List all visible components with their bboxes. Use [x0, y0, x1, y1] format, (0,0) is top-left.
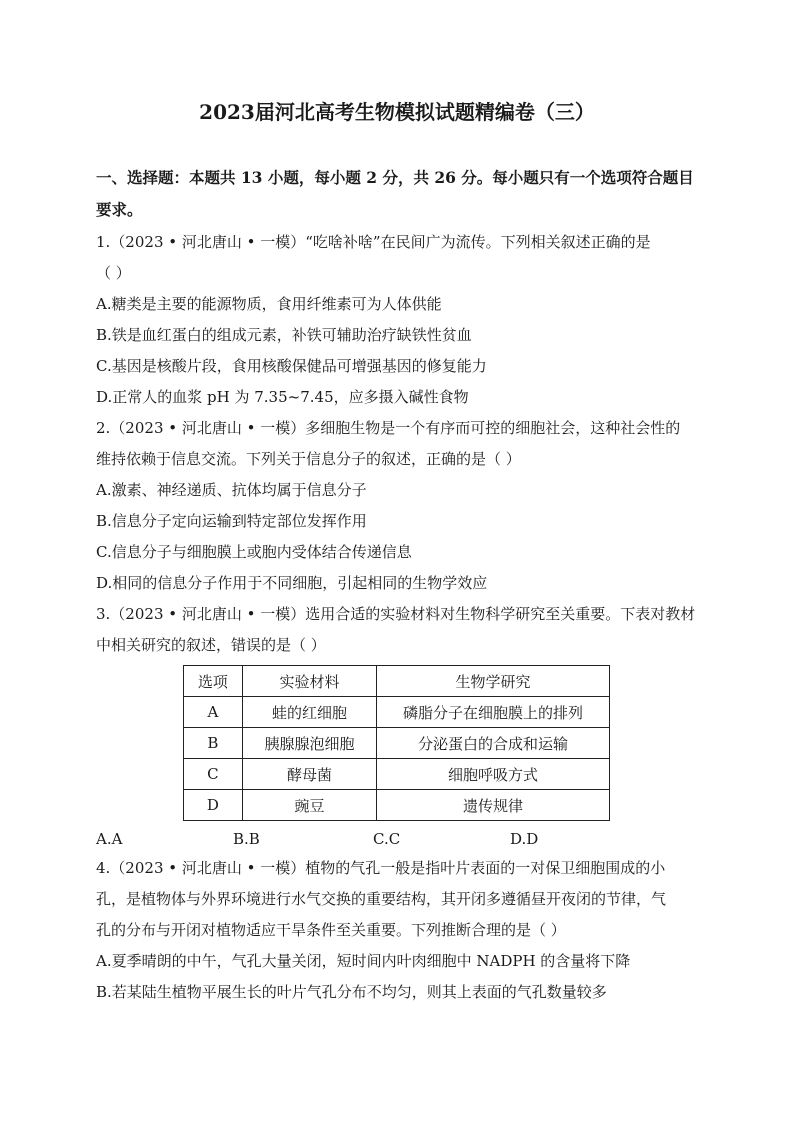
materials-table	[183, 665, 610, 821]
table-header-cell: 实验材料	[242, 666, 376, 697]
question-4-stem-cont: 孔的分布与开闭对植物适应干旱条件至关重要。下列推断合理的是（ ）	[96, 921, 566, 939]
question-2-option-c: C.信息分子与细胞膜上或胞内受体结合传递信息	[96, 543, 412, 561]
question-3-stem: 3.（2023 • 河北唐山 • 一模）选用合适的实验材料对生物科学研究至关重要。下表对教材	[96, 605, 696, 623]
table-cell: C	[184, 759, 243, 790]
table-cell: 酵母菌	[242, 759, 376, 790]
table-cell: 磷脂分子在细胞膜上的排列	[377, 697, 610, 728]
question-1-stem-cont: （ ）	[96, 264, 131, 282]
section-heading-cont: 要求。	[96, 200, 143, 219]
table-cell: 豌豆	[242, 790, 376, 821]
question-3-answer-b: B.B	[233, 830, 260, 848]
table-cell: D	[184, 790, 243, 821]
table-cell: 细胞呼吸方式	[377, 759, 610, 790]
table-cell: 胰腺腺泡细胞	[242, 728, 376, 759]
question-4-stem-cont: 孔，是植物体与外界环境进行水气交换的重要结构，其开闭多遵循昼开夜闭的节律，气	[96, 890, 667, 908]
question-4-option-b: B.若某陆生植物平展生长的叶片气孔分布不均匀，则其上表面的气孔数量较多	[96, 983, 607, 1001]
question-3-answer-a: A.A	[96, 830, 123, 848]
question-3-answer-c: C.C	[373, 830, 401, 848]
page-title: 2023届河北高考生物模拟试题精编卷（三）	[199, 100, 595, 124]
question-2-option-d: D.相同的信息分子作用于不同细胞，引起相同的生物学效应	[96, 574, 488, 592]
question-4-option-a: A.夏季晴朗的中午，气孔大量关闭，短时间内叶肉细胞中 NADPH 的含量将下降	[96, 952, 631, 970]
table-cell: 分泌蛋白的合成和运输	[377, 728, 610, 759]
question-2-stem: 2.（2023 • 河北唐山 • 一模）多细胞生物是一个有序而可控的细胞社会，这种社会性的	[96, 419, 681, 437]
table-cell: B	[184, 728, 243, 759]
table-row	[184, 790, 610, 821]
section-heading: 一、选择题：本题共 13 小题，每小题 2 分，共 26 分。每小题只有一个选项符合题目	[96, 168, 694, 187]
question-2-option-b: B.信息分子定向运输到特定部位发挥作用	[96, 512, 367, 530]
question-1-option-b: B.铁是血红蛋白的组成元素，补铁可辅助治疗缺铁性贫血	[96, 326, 472, 344]
question-4-stem: 4.（2023 • 河北唐山 • 一模）植物的气孔一般是指叶片表面的一对保卫细胞围成的小	[96, 859, 666, 877]
question-1-option-c: C.基因是核酸片段，食用核酸保健品可增强基因的修复能力	[96, 357, 487, 375]
table-cell: 遗传规律	[377, 790, 610, 821]
table-row	[184, 728, 610, 759]
question-3-stem-cont: 中相关研究的叙述，错误的是（ ）	[96, 636, 326, 654]
question-2-option-a: A.激素、神经递质、抗体均属于信息分子	[96, 481, 367, 499]
question-2-stem-cont: 维持依赖于信息交流。下列关于信息分子的叙述，正确的是（ ）	[96, 450, 521, 468]
table-row	[184, 759, 610, 790]
table-row	[184, 697, 610, 728]
table-header-row	[184, 666, 610, 697]
question-1-option-a: A.糖类是主要的能源物质，食用纤维素可为人体供能	[96, 295, 442, 313]
table-cell: 蛙的红细胞	[242, 697, 376, 728]
table-header-cell: 生物学研究	[377, 666, 610, 697]
table-cell: A	[184, 697, 243, 728]
question-1-stem: 1.（2023 • 河北唐山 • 一模）“吃啥补啥”在民间广为流传。下列相关叙述正确的是	[96, 233, 651, 251]
table-header-cell: 选项	[184, 666, 243, 697]
question-1-option-d: D.正常人的血浆 pH 为 7.35~7.45，应多摄入碱性食物	[96, 388, 469, 406]
question-3-answer-d: D.D	[510, 830, 539, 848]
